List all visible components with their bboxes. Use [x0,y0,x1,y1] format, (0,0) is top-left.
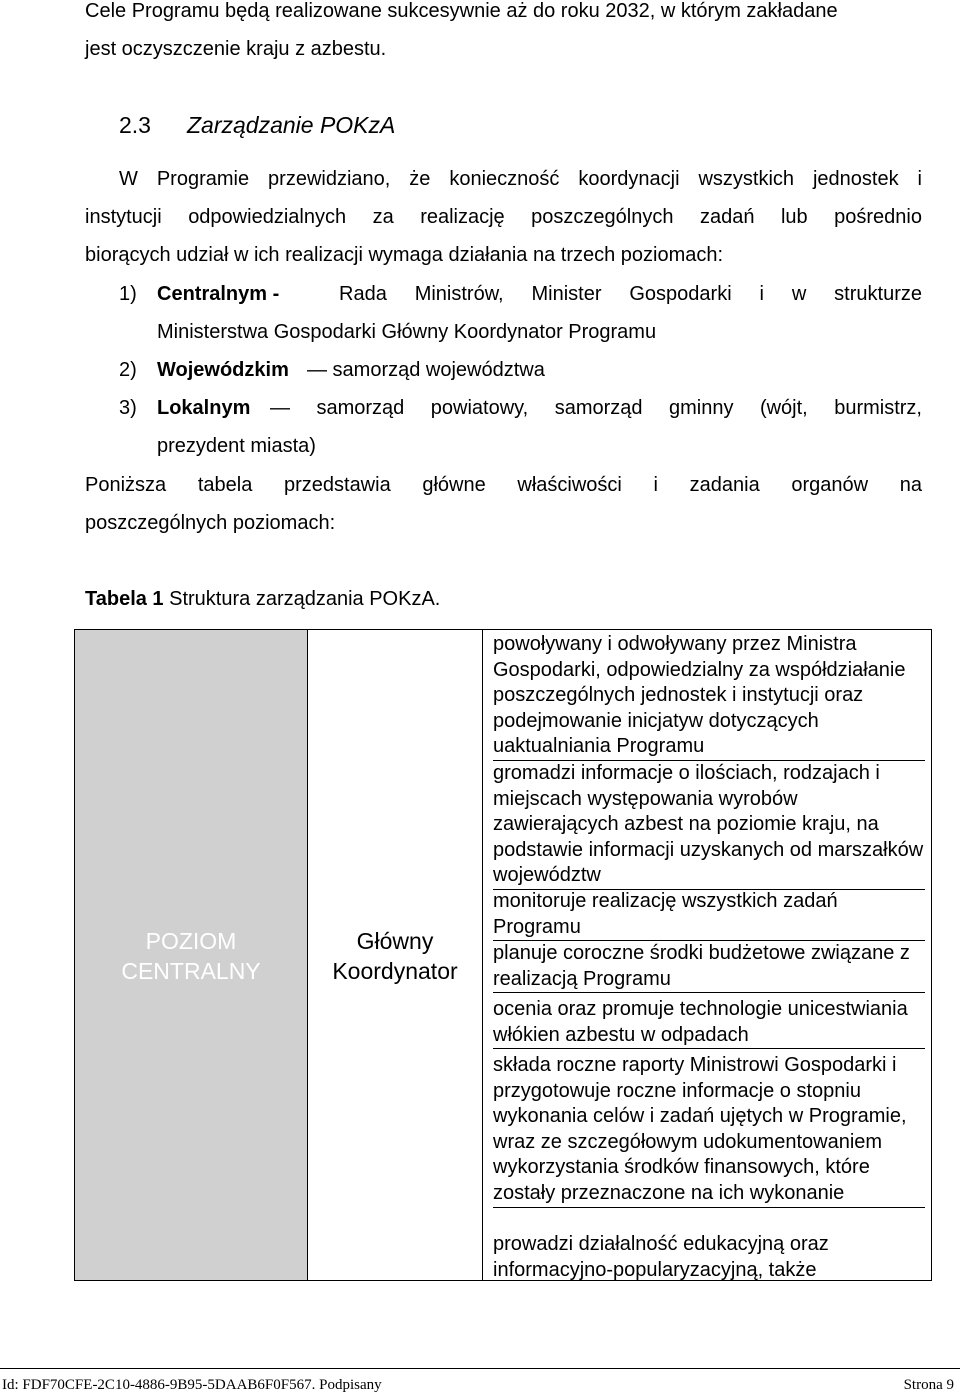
list-number: 1) [119,283,137,305]
organ-cell [308,630,483,1280]
list-item-name: Lokalnym [157,397,251,419]
page-number: Strona 9 [903,1377,954,1393]
paragraph-line: biorących udział w ich realizacji wymaga działania na trzech poziomach: [85,244,724,266]
document-id: Id: FDF70CFE-2C10-4886-9B95-5DAAB6F0F567. Podpisany [2,1377,382,1393]
task-item: gromadzi informacje o ilościach, rodzajach i miejscach występowania wyrobów zawierających azbest na poziomie kraju, na podstawie informacji uzyskanych od marszałków województw [493,761,925,890]
list-item-name: Wojewódzkim [157,359,289,381]
organ-label: Główny Koordynator [332,928,458,984]
section-number: 2.3 [119,112,151,138]
task-item: ocenia oraz promuje technologie unicestwiania włókien azbestu w odpadach [493,997,925,1049]
task-item: planuje coroczne środki budżetowe związane z realizacją Programu [493,941,925,993]
section-heading [119,112,395,139]
page-footer [0,1368,960,1393]
task-item: składa roczne raporty Ministrowi Gospodarki i przygotowuje roczne informacje o stopniu wykonania celów i zadań ujętych w Programie, wraz ze szczegółowym udokumentowaniem wykorzystania środków finansowych, które zostały przeznaczone na ich wykonanie [493,1053,925,1208]
intro-line: jest oczyszczenie kraju z azbestu. [85,38,387,60]
list-item-text: — samorząd województwa [307,359,545,381]
section-title: Zarządzanie POKzA [186,112,396,138]
task-item: prowadzi działalność edukacyjną oraz informacyjno-popularyzacyjną, także [493,1233,829,1281]
intro-line: Cele Programu będą realizowane sukcesywnie aż do roku 2032, w którym zakładane [85,0,838,22]
list-number: 2) [119,359,137,381]
list-item-text: — samorząd powiatowy, samorząd gminny (wójt, burmistrz, [270,397,922,419]
paragraph-line: poszczególnych poziomach: [85,512,336,534]
table-caption: Tabela 1 Struktura zarządzania POKzA. [85,588,441,610]
list-item-text: Rada Ministrów, Minister Gospodarki i w strukturze [339,283,922,305]
structure-table [74,629,932,1281]
task-item: powoływany i odwoływany przez Ministra Gospodarki, odpowiedzialny za współdziałanie poszczególnych jednostek i instytucji oraz podejmowanie inicjatyw dotyczących uaktualniania Programu [493,632,925,761]
level-label: POZIOM CENTRALNY [121,928,261,984]
paragraph-line: W Programie przewidziano, że konieczność koordynacji wszystkich jednostek i [119,168,922,190]
list-item-text: prezydent miasta) [157,435,316,457]
paragraph-line: Poniższa tabela przedstawia główne właściwości i zadania organów na [85,474,922,496]
level-cell [75,630,308,1280]
task-item: monitoruje realizację wszystkich zadań Programu [493,889,925,941]
list-item-name: Centralnym - [157,283,280,305]
list-item-text: Ministerstwa Gospodarki Główny Koordynator Programu [157,321,657,343]
tasks-cell [483,630,931,1280]
paragraph-line: instytucji odpowiedzialnych za realizację poszczególnych zadań lub pośrednio [85,206,922,228]
list-number: 3) [119,397,137,419]
